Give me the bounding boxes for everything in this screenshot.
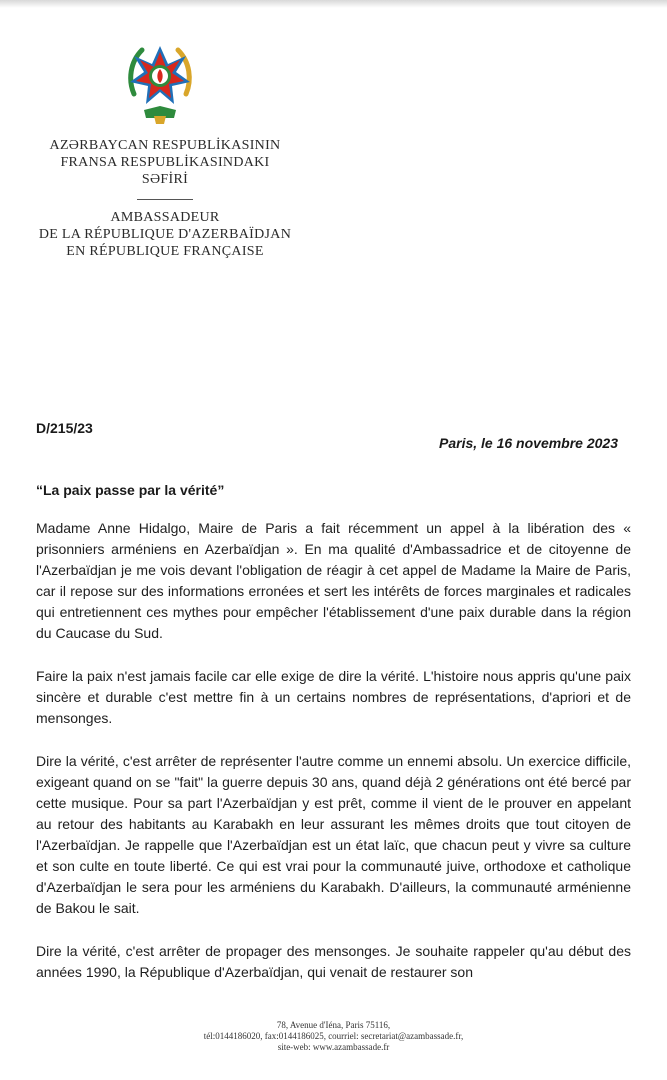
body-paragraph: Madame Anne Hidalgo, Maire de Paris a fait récemment un appel à la libération des « prisonniers arméniens en Azerbaïdjan ». En ma qualité d'Ambassadrice et de citoyenne de l'Azerbaïdjan je me vois devant l'obligation de réagir à cet appel de Madame la Maire de Paris, car il repose sur des informations erronées et sert les intérêts de forces marginales et radicales qui entretiennent ces mythes pour empêcher l'établissement d'une paix durable dans la région du Caucase du Sud. [36, 520, 631, 641]
letter-title: “La paix passe par la vérité” [36, 482, 225, 498]
letterhead-az-line: FRANSA RESPUBLİKASINDAKI [60, 155, 270, 170]
footer-contact: tél:0144186020, fax:0144186025, courriel: secretariat@azambassade.fr, [203, 1031, 464, 1041]
letterhead-divider [137, 199, 193, 200]
letterhead-az-line: SƏFİRİ [141, 172, 189, 187]
letterhead-az-line: AZƏRBAYCAN RESPUBLİKASININ [49, 138, 281, 153]
letterhead-azerbaijani [0, 137, 330, 188]
body-paragraph: Dire la vérité, c'est arrêter de propager des mensonges. Je souhaite rappeler qu'au début des années 1990, la République d'Azerbaïdjan, qui venait de restaurer son [36, 943, 631, 980]
letterhead-fr-line: DE LA RÉPUBLIQUE D'AZERBAÏDJAN [38, 227, 292, 242]
coat-of-arms-icon [120, 36, 200, 128]
scan-shadow [0, 0, 667, 8]
footer-address: 78, Avenue d'Iéna, Paris 75116, [276, 1020, 391, 1030]
letterhead-fr-line: EN RÉPUBLIQUE FRANÇAISE [66, 244, 264, 259]
body-paragraph: Dire la vérité, c'est arrêter de représenter l'autre comme un ennemi absolu. Un exercice difficile, exigeant quand on se "fait" la guerre depuis 30 ans, quand déjà 2 générations ont été bercé par cette musique. Pour sa part l'Azerbaïdjan y est prêt, comme il vient de le prouver en appelant au retour des habitants au Karabakh en leur assurant les mêmes droits que tout citoyen de l'Azerbaïdjan. Je rappelle que l'Azerbaïdjan est un état laïc, que chacun peut y vivre sa culture et son culte en toute liberté. Ce qui est vrai pour la communauté juive, orthodoxe et catholique d'Azerbaïdjan le sera pour les arméniens du Karabakh. D'ailleurs, la communauté arménienne de Bakou le sait. [36, 753, 631, 916]
body-paragraph: Faire la paix n'est jamais facile car elle exige de dire la vérité. L'histoire nous appris qu'une paix sincère et durable c'est mettre fin à un certains nombres de représentations, d'apriori et de mensonges. [36, 668, 631, 726]
footer-website: site-web: www.azambassade.fr [277, 1042, 390, 1052]
letterhead-fr-line: AMBASSADEUR [110, 210, 220, 225]
letter-body [36, 518, 631, 1005]
reference-number: D/215/23 [36, 420, 93, 436]
letter-footer [0, 1020, 667, 1053]
letterhead-french [0, 209, 330, 260]
letter-date: Paris, le 16 novembre 2023 [439, 435, 618, 451]
